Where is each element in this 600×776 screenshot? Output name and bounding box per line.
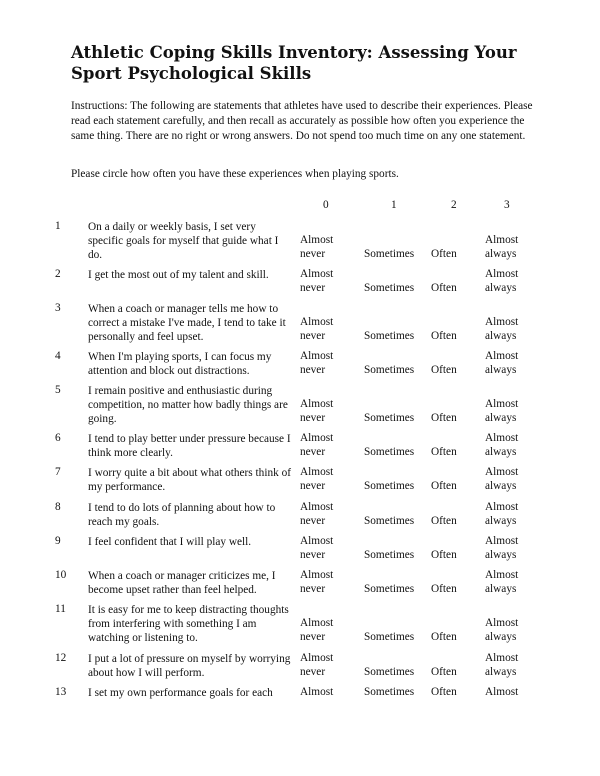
question-number: 12 [55, 652, 67, 664]
scale-value-0: 0 [323, 199, 329, 211]
question-text: It is easy for me to keep distracting thoughts from interfering with something I am watching or listening to. [88, 604, 289, 644]
question-text: I remain positive and enthusiastic during competition, no matter how badly things are going. [88, 385, 288, 425]
question-text: I put a lot of pressure on myself by worrying about how I will perform. [88, 653, 291, 679]
option-almost-always[interactable]: Almost always [485, 316, 519, 342]
question-text: I set my own performance goals for each [88, 687, 273, 699]
option-often[interactable]: Often [431, 248, 457, 260]
option-often[interactable]: Often [431, 549, 457, 561]
question-text: When a coach or manager tells me how to correct a mistake I've made, I tend to take it personally and feel upset. [88, 303, 286, 343]
option-sometimes[interactable]: Sometimes [364, 330, 415, 342]
question-text: On a daily or weekly basis, I set very specific goals for myself that guide what I do. [88, 221, 279, 261]
instructions-prompt: Please circle how often you have these experiences when playing sports. [71, 168, 399, 180]
question-number: 13 [55, 686, 67, 698]
option-almost-always[interactable]: Almost always [485, 501, 519, 527]
option-sometimes[interactable]: Sometimes [364, 282, 415, 294]
question-number: 9 [55, 535, 61, 547]
question-number: 4 [55, 350, 61, 362]
option-almost-always[interactable]: Almost always [485, 466, 519, 492]
option-almost-always[interactable]: Almost always [485, 268, 519, 294]
option-almost-never[interactable]: Almost never [300, 617, 334, 643]
question-text: I feel confident that I will play well. [88, 536, 252, 548]
option-almost-never[interactable]: Almost never [300, 652, 334, 678]
scale-value-2: 2 [451, 199, 457, 211]
question-text: I get the most out of my talent and skill. [88, 269, 269, 281]
option-often[interactable]: Often [431, 446, 457, 458]
option-sometimes[interactable]: Sometimes [364, 686, 415, 698]
question-text: When a coach or manager criticizes me, I become upset rather than feel helped. [88, 570, 276, 596]
option-often[interactable]: Often [431, 515, 457, 527]
option-often[interactable]: Often [431, 480, 457, 492]
question-number: 5 [55, 384, 61, 396]
page-title: Athletic Coping Skills Inventory: Assessing Your Sport Psychological Skills [71, 43, 517, 83]
question-number: 8 [55, 501, 61, 513]
option-sometimes[interactable]: Sometimes [364, 364, 415, 376]
question-number: 2 [55, 268, 61, 280]
option-almost-always[interactable]: Almost [485, 686, 519, 698]
option-often[interactable]: Often [431, 282, 457, 294]
question-text: I tend to play better under pressure because I think more clearly. [88, 433, 291, 459]
option-almost-never[interactable]: Almost never [300, 234, 334, 260]
question-number: 11 [55, 603, 66, 615]
option-almost-always[interactable]: Almost always [485, 569, 519, 595]
option-sometimes[interactable]: Sometimes [364, 248, 415, 260]
option-sometimes[interactable]: Sometimes [364, 583, 415, 595]
option-sometimes[interactable]: Sometimes [364, 412, 415, 424]
option-sometimes[interactable]: Sometimes [364, 515, 415, 527]
question-number: 1 [55, 220, 61, 232]
option-almost-never[interactable]: Almost never [300, 350, 334, 376]
option-almost-always[interactable]: Almost always [485, 652, 519, 678]
scale-value-1: 1 [391, 199, 397, 211]
option-almost-always[interactable]: Almost always [485, 617, 519, 643]
option-often[interactable]: Often [431, 631, 457, 643]
option-often[interactable]: Often [431, 412, 457, 424]
option-sometimes[interactable]: Sometimes [364, 480, 415, 492]
scale-value-3: 3 [504, 199, 510, 211]
question-number: 3 [55, 302, 61, 314]
option-often[interactable]: Often [431, 583, 457, 595]
option-sometimes[interactable]: Sometimes [364, 666, 415, 678]
option-sometimes[interactable]: Sometimes [364, 549, 415, 561]
option-almost-never[interactable]: Almost never [300, 466, 334, 492]
question-number: 7 [55, 466, 61, 478]
option-sometimes[interactable]: Sometimes [364, 631, 415, 643]
option-sometimes[interactable]: Sometimes [364, 446, 415, 458]
question-text: I tend to do lots of planning about how to reach my goals. [88, 502, 276, 528]
instructions-text: Instructions: The following are statements that athletes have used to describe their experiences. Please read each statement carefully, and then recall as accurately as possible how often you experience the same thing. There are no right or wrong answers. Do not spend too much time on any one statement. [71, 100, 533, 142]
option-almost-never[interactable]: Almost never [300, 535, 334, 561]
option-almost-never[interactable]: Almost never [300, 501, 334, 527]
option-almost-never[interactable]: Almost [300, 686, 334, 698]
option-almost-never[interactable]: Almost never [300, 569, 334, 595]
option-almost-never[interactable]: Almost never [300, 316, 334, 342]
option-almost-never[interactable]: Almost never [300, 432, 334, 458]
question-text: When I'm playing sports, I can focus my attention and block out distractions. [88, 351, 272, 377]
question-number: 6 [55, 432, 61, 444]
option-almost-always[interactable]: Almost always [485, 535, 519, 561]
option-almost-always[interactable]: Almost always [485, 350, 519, 376]
option-almost-always[interactable]: Almost always [485, 234, 519, 260]
option-often[interactable]: Often [431, 330, 457, 342]
option-often[interactable]: Often [431, 666, 457, 678]
option-almost-never[interactable]: Almost never [300, 398, 334, 424]
option-almost-always[interactable]: Almost always [485, 432, 519, 458]
option-often[interactable]: Often [431, 364, 457, 376]
question-text: I worry quite a bit about what others think of my performance. [88, 467, 291, 493]
option-almost-never[interactable]: Almost never [300, 268, 334, 294]
option-often[interactable]: Often [431, 686, 457, 698]
question-number: 10 [55, 569, 67, 581]
option-almost-always[interactable]: Almost always [485, 398, 519, 424]
